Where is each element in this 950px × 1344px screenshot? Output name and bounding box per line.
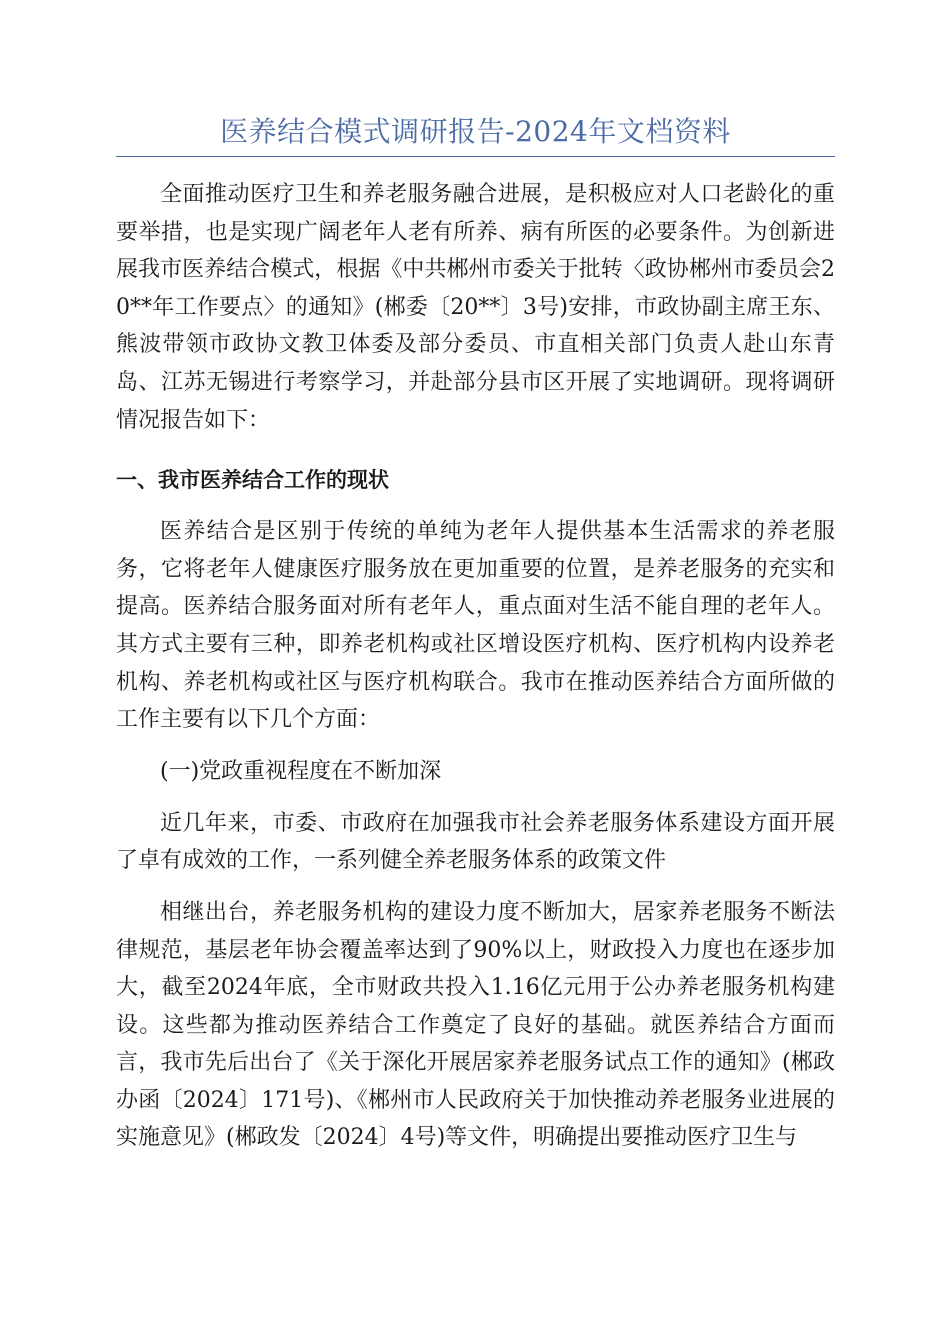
paragraph-policy-intro: 近几年来，市委、市政府在加强我市社会养老服务体系建设方面开展了卓有成效的工作，一系列健全养老服务体系的政策文件 — [116, 810, 835, 874]
subheading-1: (一)党政重视程度在不断加深 — [160, 758, 442, 784]
paragraph-intro: 全面推动医疗卫生和养老服务融合进展，是积极应对人口老龄化的重要举措，也是实现广阔老年人老有所养、病有所医的必要条件。为创新进展我市医养结合模式，根据《中共郴州市委关于批转〈政协郴州市委员会20**年工作要点〉的通知》(郴委〔20**〕3号)安排，市政协副主席王东、熊波带领市政协文教卫体委及部分委员、市直相关部门负责人赴山东青岛、江苏无锡进行考察学习，并赴部分县市区开展了实地调研。现将调研情况报告如下： — [116, 182, 835, 433]
section-heading-1: 一、我市医养结合工作的现状 — [116, 468, 389, 493]
paragraph-overview: 医养结合是区别于传统的单纯为老年人提供基本生活需求的养老服务，它将老年人健康医疗服务放在更加重要的位置，是养老服务的充实和提高。医养结合服务面对所有老年人，重点面对生活不能自理的老年人。其方式主要有三种，即养老机构或社区增设医疗机构、医疗机构内设养老机构、养老机构或社区与医疗机构联合。我市在推动医养结合方面所做的工作主要有以下几个方面： — [116, 519, 835, 733]
title-block — [116, 112, 835, 157]
document-body — [116, 176, 835, 1157]
document-title: 医养结合模式调研报告-2024年文档资料 — [220, 115, 731, 148]
paragraph-policy-detail: 相继出台，养老服务机构的建设力度不断加大，居家养老服务不断法律规范，基层老年协会覆盖率达到了90%以上，财政投入力度也在逐步加大，截至2024年底，全市财政共投入1.16亿元用于公办养老服务机构建设。这些都为推动医养结合工作奠定了良好的基础。就医养结合方面而言，我市先后出台了《关于深化开展居家养老服务试点工作的通知》(郴政办函〔2024〕171号)、《郴州市人民政府关于加快推动养老服务业进展的实施意见》(郴政发〔2024〕4号)等文件，明确提出要推动医疗卫生与 — [116, 899, 835, 1151]
